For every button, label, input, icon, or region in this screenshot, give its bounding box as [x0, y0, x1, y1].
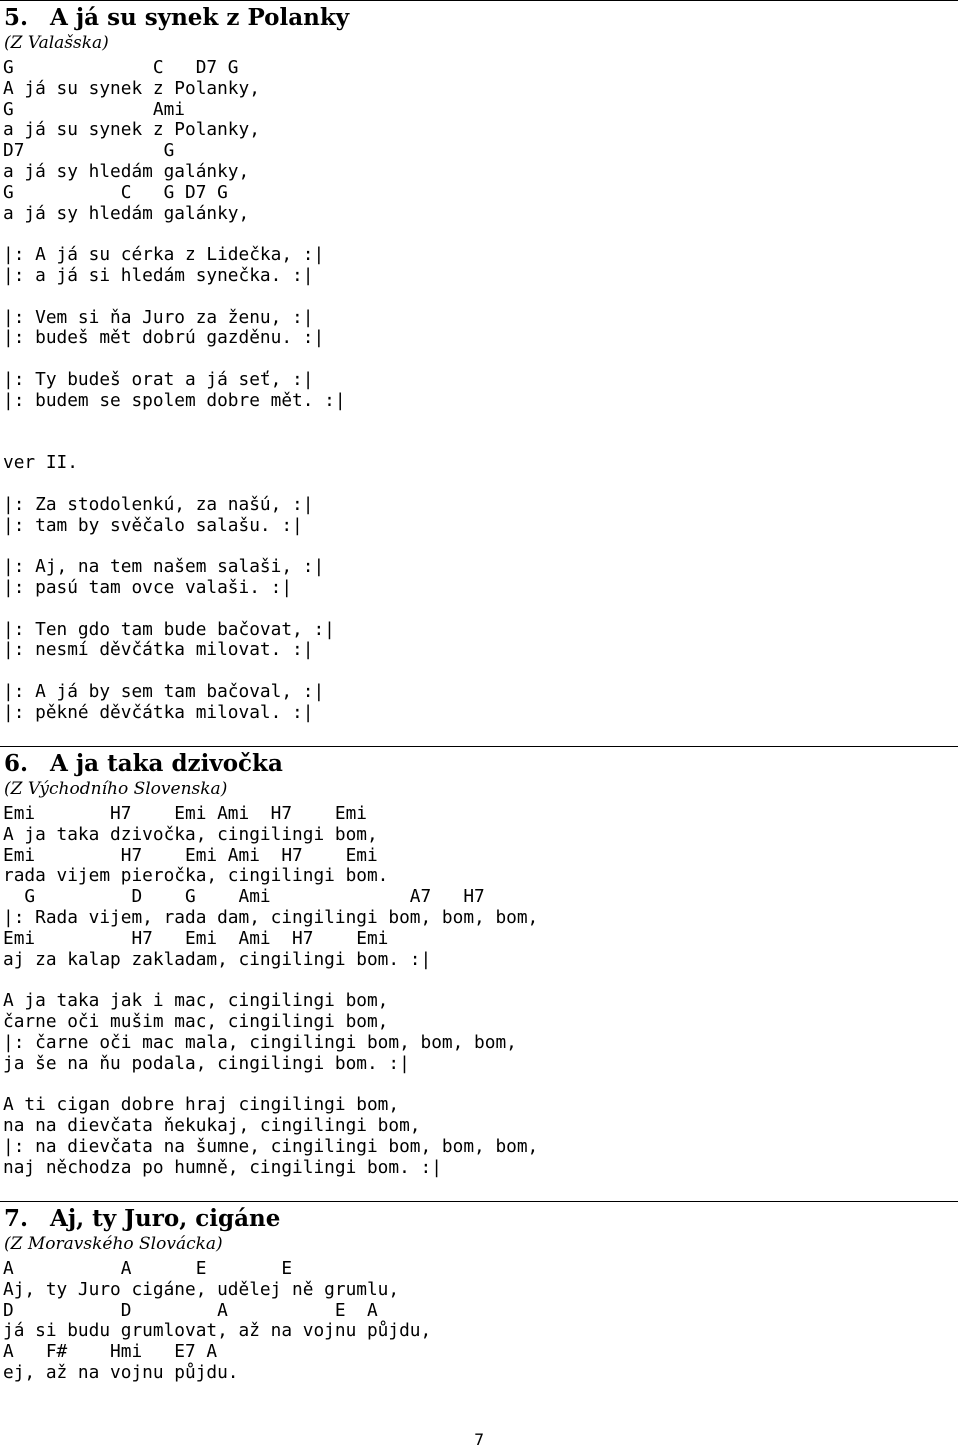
lyric-line: čarne oči mušim mac, cingilingi bom,: [3, 1010, 389, 1032]
section-divider: [0, 1201, 958, 1202]
lyric-line: na na dievčata ňekukaj, cingilingi bom,: [3, 1114, 421, 1136]
lyric-line: A F# Hmi E7 A: [3, 1341, 218, 1363]
lyric-line: |: Vem si ňa Juro za ženu, :|: [3, 306, 314, 328]
song-number: 7.: [4, 1205, 29, 1232]
lyric-line: A A E E: [3, 1258, 293, 1279]
song-title: Aj, ty Juro, cigáne: [50, 1205, 281, 1232]
lyric-line: [3, 224, 958, 245]
lyric-line: naj něchodza po humně, cingilingi bom. :|: [3, 1156, 442, 1178]
lyric-line: D7 G: [3, 140, 175, 162]
lyric-line: G Ami: [3, 98, 185, 120]
section-divider: [0, 0, 958, 1]
lyric-line: A ja taka dzivočka, cingilingi bom,: [3, 823, 378, 845]
lyric-line: [3, 474, 958, 495]
lyric-line: A ja taka jak i mac, cingilingi bom,: [3, 990, 389, 1012]
lyric-line: |: Ten gdo tam bude bačovat, :|: [3, 618, 335, 640]
lyric-line: |: A já su cérka z Lidečka, :|: [3, 244, 325, 266]
lyric-line: |: pěkné děvčátka miloval. :|: [3, 701, 314, 723]
lyric-line: [3, 661, 958, 682]
song-title: A já su synek z Polanky: [50, 4, 350, 31]
lyric-line: ej, až na vojnu půjdu.: [3, 1361, 239, 1383]
lyric-line: A já su synek z Polanky,: [3, 77, 260, 99]
lyric-line: Emi H7 Emi Ami H7 Emi: [3, 844, 378, 866]
lyric-line: |: nesmí děvčátka milovat. :|: [3, 639, 314, 661]
song-title: A ja taka dzivočka: [50, 750, 283, 777]
lyric-line: [3, 412, 958, 433]
lyric-line: |: Aj, na tem našem salaši, :|: [3, 556, 325, 578]
lyric-line: [3, 970, 958, 991]
song-title-row: [0, 750, 958, 778]
lyric-line: já si budu grumlovat, až na vojnu půjdu,: [3, 1320, 432, 1342]
song-origin: (Z Východního Slovenska): [4, 779, 228, 799]
lyric-line: [3, 1074, 958, 1095]
lyric-line: G D G Ami A7 H7: [3, 886, 485, 908]
lyric-line: [3, 599, 958, 620]
lyric-line: [3, 287, 958, 308]
lyric-line: a já su synek z Polanky,: [3, 119, 260, 141]
lyric-line: |: Rada vijem, rada dam, cingilingi bom, bom, bom,: [3, 906, 539, 928]
lyric-line: a já sy hledám galánky,: [3, 160, 250, 182]
lyric-line: |: tam by svěčalo salašu. :|: [3, 514, 303, 536]
lyric-line: rada vijem pieročka, cingilingi bom.: [3, 865, 389, 887]
song-7: [0, 1201, 958, 1384]
lyric-line: Emi H7 Emi Ami H7 Emi: [3, 803, 367, 824]
page-number: 7: [474, 1430, 485, 1449]
lyric-line: |: budem se spolem dobre mět. :|: [3, 389, 346, 411]
lyric-line: |: A já by sem tam bačoval, :|: [3, 680, 325, 702]
lyric-line: Emi H7 Emi Ami H7 Emi: [3, 927, 389, 949]
lyric-line: G C D7 G: [3, 57, 239, 78]
lyric-line: [3, 349, 958, 370]
lyric-line: Aj, ty Juro cigáne, udělej ně grumlu,: [3, 1278, 400, 1300]
lyric-line: |: budeš mět dobrú gazděnu. :|: [3, 327, 325, 349]
lyric-line: |: a já si hledám synečka. :|: [3, 264, 314, 286]
lyric-line: |: Za stodolenkú, za našú, :|: [3, 493, 314, 515]
lyric-line: |: na dievčata na šumne, cingilingi bom, bom, bom,: [3, 1135, 539, 1157]
lyric-line: G C G D7 G: [3, 181, 228, 203]
song-number: 5.: [4, 4, 29, 31]
song-origin: (Z Moravského Slovácka): [4, 1234, 223, 1254]
lyric-line: |: čarne oči mac mala, cingilingi bom, bom, bom,: [3, 1031, 517, 1053]
song-origin: (Z Valašska): [4, 33, 109, 53]
lyric-line: |: Ty budeš orat a já seť, :|: [3, 368, 314, 390]
lyric-line: [3, 536, 958, 557]
song-lyrics: [0, 58, 958, 724]
song-number: 6.: [4, 750, 29, 777]
lyric-line: ver II.: [3, 452, 78, 474]
section-divider: [0, 746, 958, 747]
song-title-row: [0, 1205, 958, 1233]
lyric-line: D D A E A: [3, 1299, 378, 1321]
song-lyrics: [0, 1259, 958, 1384]
lyric-line: A ti cigan dobre hraj cingilingi bom,: [3, 1094, 400, 1116]
song-6: [0, 746, 958, 1178]
lyric-line: [3, 432, 958, 453]
lyric-line: aj za kalap zakladam, cingilingi bom. :|: [3, 948, 432, 970]
lyric-line: a já sy hledám galánky,: [3, 202, 250, 224]
song-title-row: [0, 4, 958, 32]
song-lyrics: [0, 804, 958, 1178]
song-5: [0, 0, 958, 724]
lyric-line: |: pasú tam ovce valaši. :|: [3, 576, 293, 598]
lyric-line: ja še na ňu podala, cingilingi bom. :|: [3, 1052, 410, 1074]
